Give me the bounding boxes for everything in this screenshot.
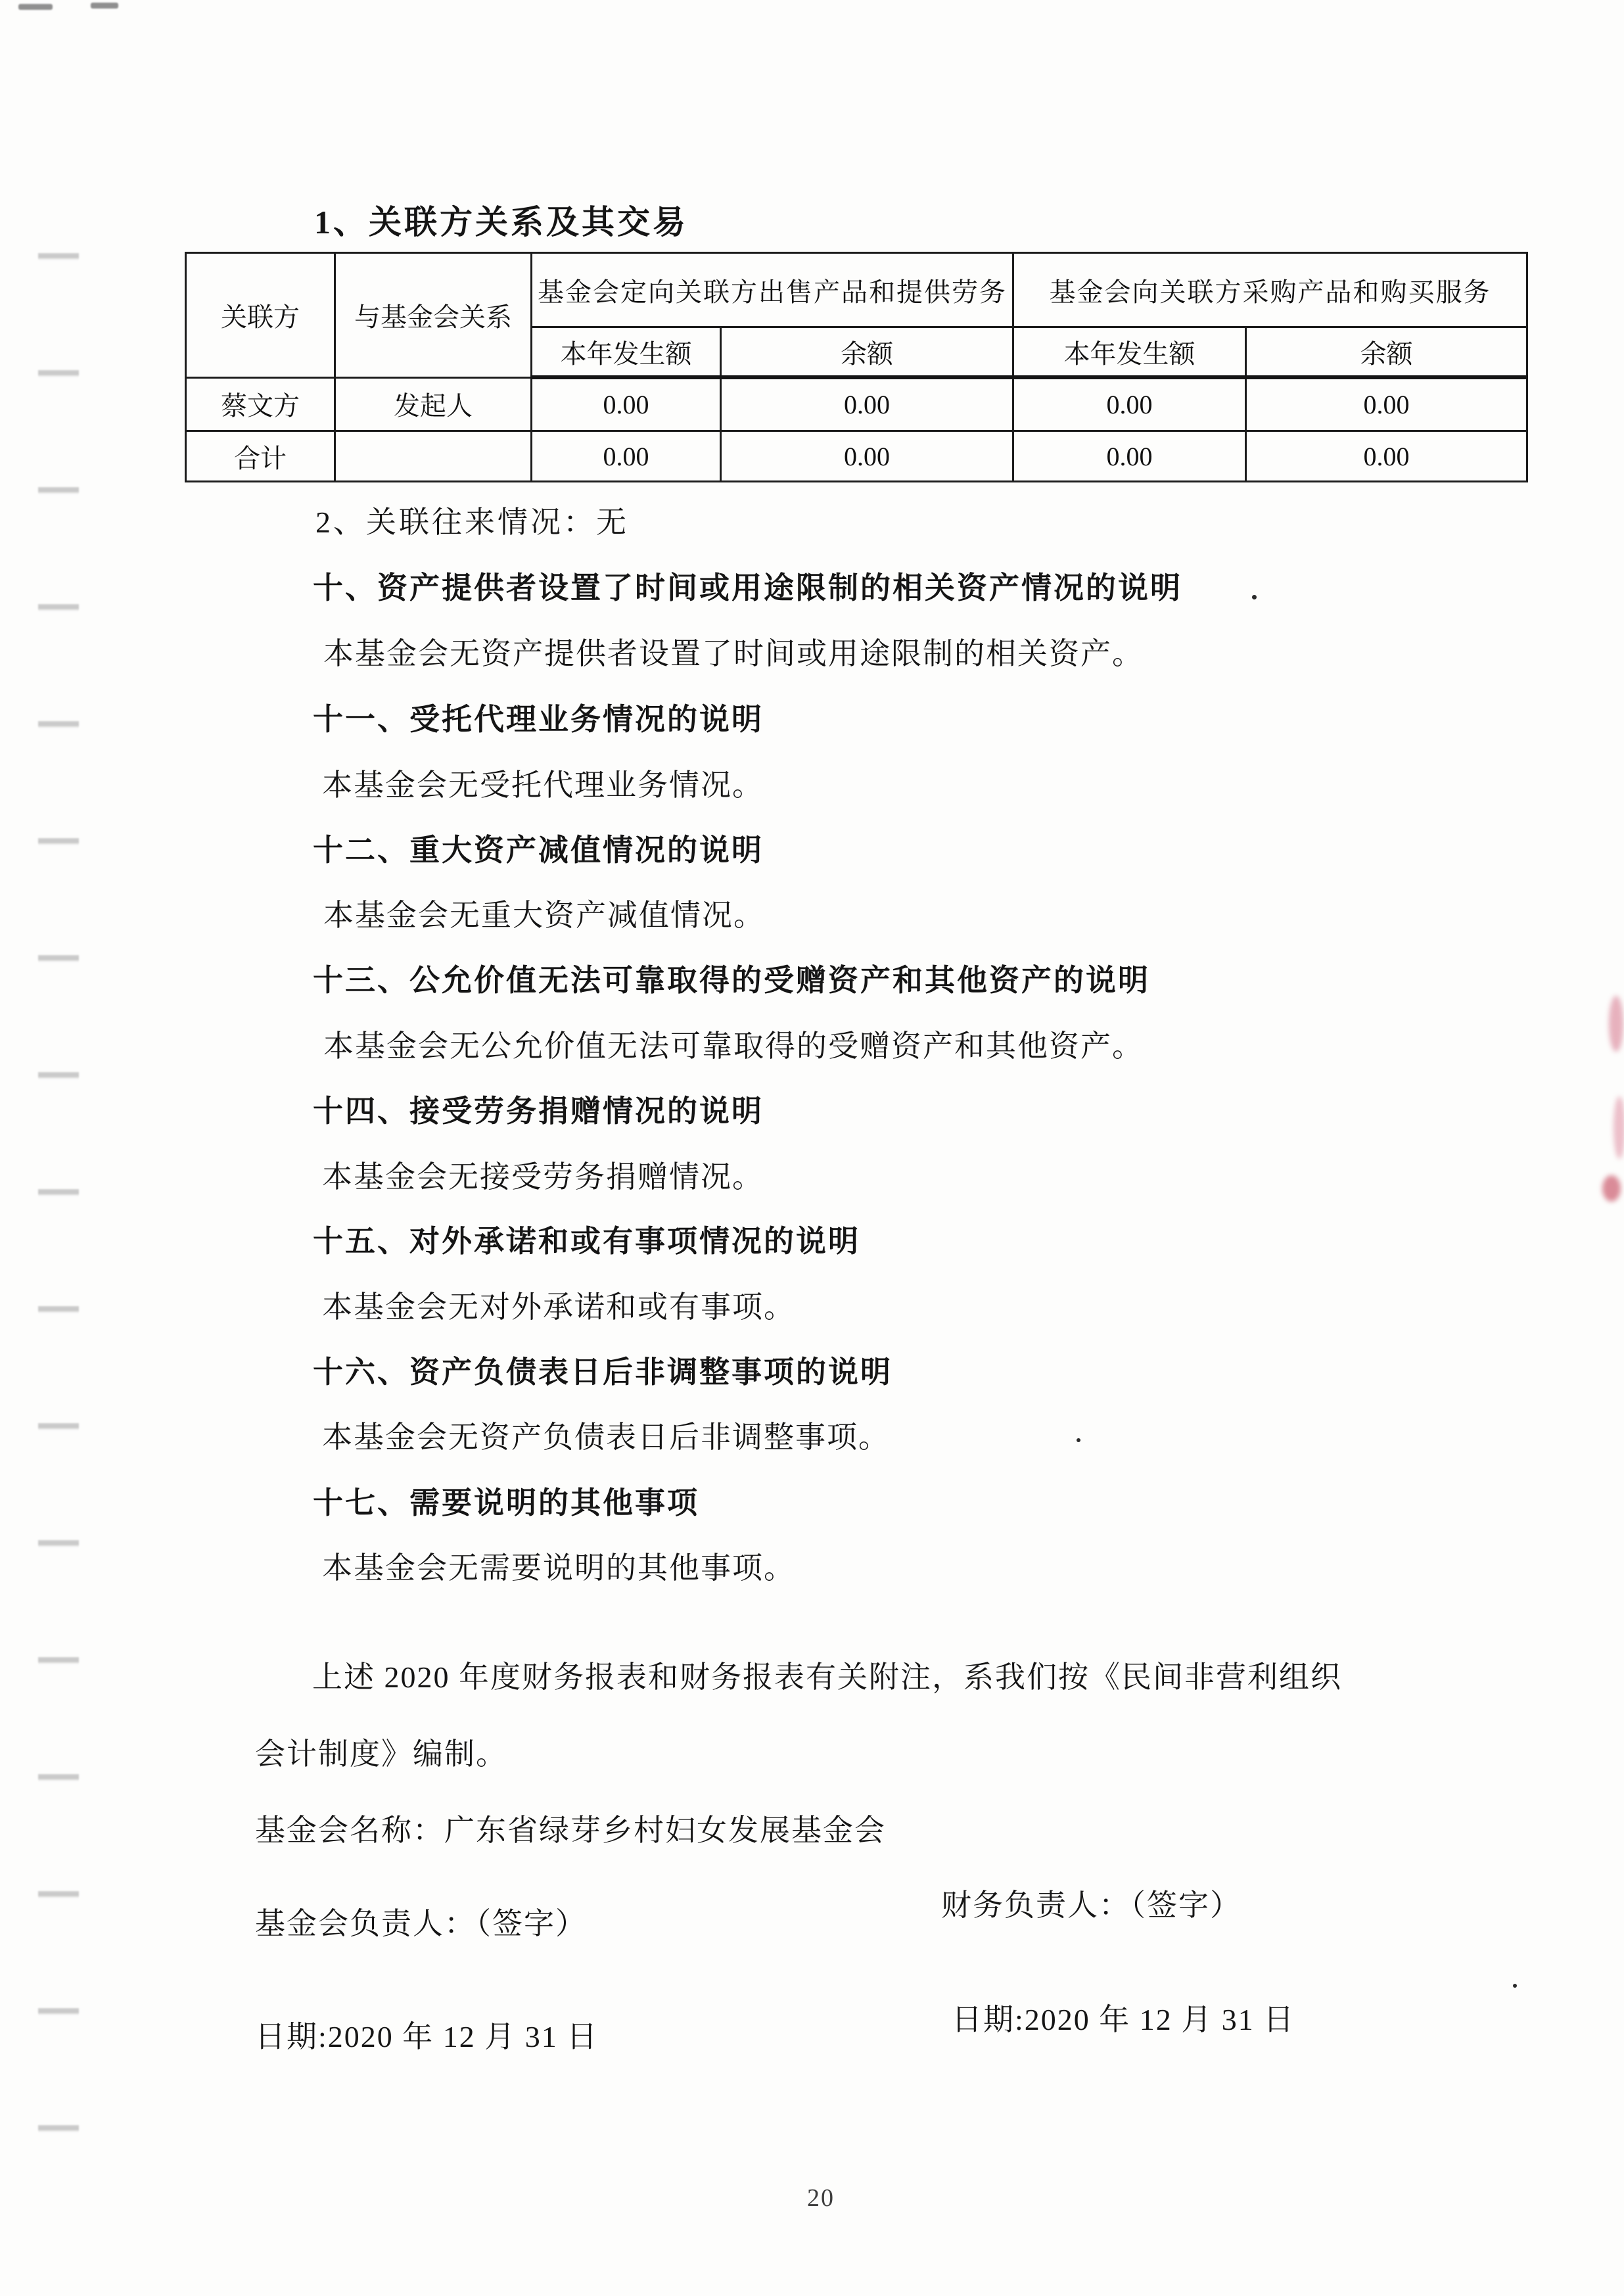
signature-label-foundation-head: 基金会负责人：（签字） [255,1907,587,1940]
col-header-party: 关联方 [186,253,335,378]
section-heading-11: 十一、受托代理业务情况的说明 [313,703,764,736]
scan-artifact [91,3,118,9]
section-heading-10: 十、资产提供者设置了时间或用途限制的相关资产情况的说明 [313,571,1182,605]
scan-speck [1513,1984,1517,1988]
section-body-16: 本基金会无资产负债表日后非调整事项。 [322,1420,890,1454]
section-heading-17: 十七、需要说明的其他事项 [313,1486,699,1520]
section-body-11: 本基金会无受托代理业务情况。 [322,768,764,802]
cell-value: 0.00 [532,377,721,431]
col-header-balance: 余额 [721,327,1013,378]
col-header-amount: 本年发生额 [1013,327,1246,378]
section-body-10: 本基金会无资产提供者设置了时间或用途限制的相关资产。 [323,637,1144,670]
cell-value: 0.00 [721,377,1013,431]
scan-speck [1077,1438,1080,1442]
page-number: 20 [807,2184,835,2212]
section-heading-13: 十三、公允价值无法可靠取得的受赠资产和其他资产的说明 [313,964,1150,997]
section-body-15: 本基金会无对外承诺和或有事项。 [322,1290,795,1324]
cell-value: 0.00 [532,431,721,482]
red-ink-smudge [1602,1175,1621,1202]
note-related-dealings: 2、关联往来情况：无 [315,505,629,539]
col-header-balance: 余额 [1246,327,1527,378]
cell-relation [335,431,532,482]
closing-paragraph-line2: 会计制度》编制。 [255,1737,507,1771]
cell-value: 0.00 [1246,377,1527,431]
cell-party: 合计 [186,431,335,482]
binding-scan-marks [38,148,79,2166]
red-ink-smudge [1613,1096,1624,1159]
section-heading-16: 十六、资产负债表日后非调整事项的说明 [313,1355,893,1389]
col-group-buy: 基金会向关联方采购产品和购买服务 [1013,253,1527,327]
col-group-sell: 基金会定向关联方出售产品和提供劳务 [532,253,1013,327]
section-heading-related-party: 1、关联方关系及其交易 [314,204,688,241]
section-heading-14: 十四、接受劳务捐赠情况的说明 [313,1094,764,1128]
red-ink-smudge [1609,996,1623,1052]
cell-value: 0.00 [1246,431,1527,482]
section-heading-15: 十五、对外承诺和或有事项情况的说明 [313,1225,860,1258]
cell-value: 0.00 [1013,431,1246,482]
cell-party: 蔡文方 [186,377,335,431]
cell-value: 0.00 [721,431,1013,482]
table-row [186,377,1527,431]
section-body-17: 本基金会无需要说明的其他事项。 [322,1551,795,1585]
cell-relation: 发起人 [335,377,532,431]
col-header-relation: 与基金会关系 [335,253,532,378]
section-body-13: 本基金会无公允价值无法可靠取得的受赠资产和其他资产。 [323,1029,1144,1063]
section-body-14: 本基金会无接受劳务捐赠情况。 [322,1160,764,1194]
signature-label-finance-head: 财务负责人：（签字） [941,1888,1241,1922]
section-heading-12: 十二、重大资产减值情况的说明 [313,833,764,867]
closing-paragraph-line1: 上述 2020 年度财务报表和财务报表有关附注，系我们按《民间非营利组织 [312,1660,1342,1694]
signature-date-right: 日期:2020 年 12 月 31 日 [952,2003,1295,2036]
scan-speck [1252,595,1257,599]
table-row [186,431,1527,482]
col-header-amount: 本年发生额 [532,327,721,378]
scan-artifact [18,4,53,10]
foundation-name-line: 基金会名称：广东省绿芽乡村妇女发展基金会 [255,1814,886,1847]
related-party-table [185,252,1528,482]
section-body-12: 本基金会无重大资产减值情况。 [323,899,765,932]
cell-value: 0.00 [1013,377,1246,431]
signature-date-left: 日期:2020 年 12 月 31 日 [255,2020,599,2053]
